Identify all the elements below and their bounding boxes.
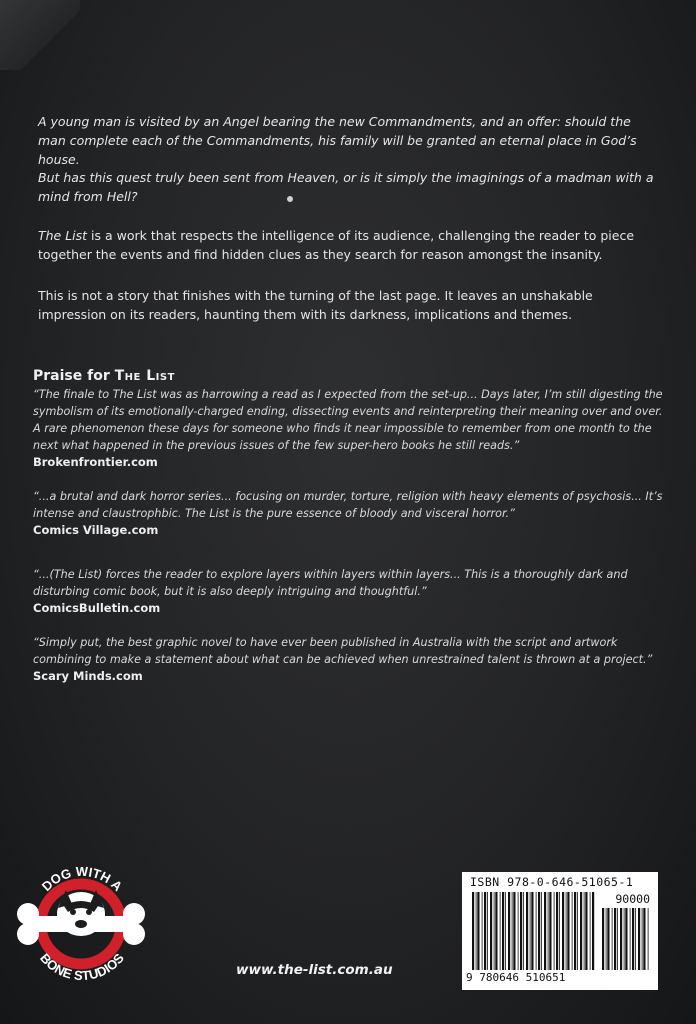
- barcode-bar: [562, 892, 564, 970]
- barcode-bar: [567, 892, 569, 970]
- isbn-number: ISBN 978-0-646-51065-1: [470, 875, 634, 889]
- dust-speck: [287, 196, 293, 202]
- barcode-bar: [484, 892, 486, 970]
- barcode-bar: [530, 892, 531, 970]
- barcode-bar: [502, 892, 504, 970]
- barcode-bar: [477, 892, 479, 970]
- barcode-bar: [632, 908, 634, 970]
- barcode-bar: [590, 892, 591, 970]
- review-quote: [33, 634, 663, 685]
- blurb-text: But has this quest truly been sent from Heaven, or is it simply the imaginings of a madman with a mind from Hell?: [38, 170, 654, 204]
- barcode-bar: [580, 892, 582, 970]
- barcode-bar: [482, 892, 483, 970]
- quote-text: “The finale to The List was as harrowing a read as I expected from the set-up... Days later, I’m still digesting the symbolism of its emotionally-charged ending, dissecting events and reinterpreting their meaning over and over. A rare phenomenon these days for someone who finds it near impossible to remember from one month to the next what happened in the previous issues of the few super-hero books he still reads.”: [33, 388, 663, 452]
- barcode-bar: [513, 892, 515, 970]
- barcode-bar: [584, 892, 585, 970]
- logo-top-text: DOG WITH A: [38, 863, 126, 895]
- blurb-paragraph-1: [38, 112, 660, 169]
- barcode-bar: [505, 892, 506, 970]
- barcode-bar: [592, 892, 594, 970]
- barcode-bar: [548, 892, 549, 970]
- barcode-bar: [544, 892, 546, 970]
- blurb-paragraph-2: [38, 168, 660, 206]
- barcode-bar: [585, 892, 587, 970]
- barcode-bar: [642, 908, 643, 970]
- addon-barcode-bars: [602, 908, 650, 970]
- barcode-bar: [536, 892, 537, 970]
- barcode-bar: [625, 908, 627, 970]
- praise-heading: [33, 368, 175, 384]
- review-quote: [33, 488, 663, 539]
- barcode-bar: [648, 908, 649, 970]
- blurb-paragraph-4: [38, 286, 660, 324]
- website-url: www.the-list.com.au: [236, 962, 393, 978]
- barcode-bar: [494, 892, 495, 970]
- barcode-bar: [614, 908, 616, 970]
- barcode-bar: [512, 892, 513, 970]
- barcode-bar: [526, 892, 528, 970]
- publisher-logo: [14, 852, 148, 980]
- barcode-bar: [572, 892, 573, 970]
- barcode-bar: [520, 892, 522, 970]
- book-title-inline: The List: [38, 228, 88, 243]
- quote-source: ComicsBulletin.com: [33, 601, 161, 615]
- review-quote: [33, 566, 663, 617]
- barcode-bar: [549, 892, 551, 970]
- blurb-paragraph-3: [38, 226, 660, 264]
- barcode-bar: [495, 892, 497, 970]
- barcode-bar: [487, 892, 488, 970]
- barcode-bar: [612, 908, 613, 970]
- barcode-bar: [577, 892, 578, 970]
- page-corner-crease: [0, 0, 80, 70]
- barcode-bar: [607, 908, 609, 970]
- logo-bottom-text: BONE STUDIOS: [37, 950, 127, 980]
- barcode-bar: [638, 908, 640, 970]
- barcode-bar: [617, 908, 618, 970]
- ean-digits: 9 780646 510651: [466, 971, 566, 984]
- barcode-bar: [538, 892, 540, 970]
- quote-source: Brokenfrontier.com: [33, 455, 158, 469]
- blurb-text: A young man is visited by an Angel bearing the new Commandments, and an offer: should the man complete each of the Commandments, his family will be granted an eternal place in God’s house.: [38, 114, 637, 167]
- barcode-bar: [472, 892, 474, 970]
- barcode-bar: [523, 892, 524, 970]
- barcode-bar: [630, 908, 631, 970]
- barcode-bar: [574, 892, 576, 970]
- barcode-bar: [500, 892, 501, 970]
- barcode-bars: [472, 892, 596, 970]
- dog-face-icon: [57, 890, 105, 936]
- barcode-bar: [476, 892, 477, 970]
- barcode-bar: [620, 908, 622, 970]
- quote-text: “...a brutal and dark horror series... focusing on murder, torture, religion with heavy elements of psychosis... It’s intense and claustrophbic. The List is the pure essence of bloody and visceral horror.”: [33, 490, 663, 520]
- barcode-bar: [556, 892, 558, 970]
- barcode-bar: [635, 908, 636, 970]
- barcode-bar: [606, 908, 607, 970]
- barcode-bar: [554, 892, 555, 970]
- review-quote: [33, 386, 663, 471]
- price-code: 90000: [615, 892, 650, 906]
- quote-source: Scary Minds.com: [33, 669, 143, 683]
- barcode-bar: [541, 892, 542, 970]
- praise-heading-title: The List: [114, 368, 175, 384]
- blurb-text: This is not a story that finishes with the turning of the last page. It leaves an unshakable impression on its readers, haunting them with its darkness, implications and themes.: [38, 288, 593, 322]
- quote-text: “Simply put, the best graphic novel to have ever been published in Australia with the script and artwork combining to make a statement about what can be achieved when unrestrained talent is thrown at a project.”: [33, 636, 653, 666]
- barcode-bar: [518, 892, 519, 970]
- barcode-bar: [490, 892, 492, 970]
- barcode-bar: [559, 892, 560, 970]
- quote-source: Comics Village.com: [33, 523, 159, 537]
- barcode-bar: [624, 908, 625, 970]
- blurb-text: is a work that respects the intelligence of its audience, challenging the reader to piece together the events and find hidden clues as they search for reason amongst the insanity.: [38, 228, 635, 262]
- barcode-bar: [643, 908, 645, 970]
- barcode-bar: [508, 892, 510, 970]
- praise-heading-prefix: Praise for: [33, 368, 115, 384]
- isbn-barcode: [462, 872, 658, 990]
- barcode-bar: [531, 892, 533, 970]
- barcode-bar: [602, 908, 604, 970]
- quote-text: “...(The List) forces the reader to explore layers within layers within layers... This is a thoroughly dark and disturbing comic book, but it is also deeply intriguing and thoughtful.”: [33, 568, 628, 598]
- barcode-bar: [566, 892, 567, 970]
